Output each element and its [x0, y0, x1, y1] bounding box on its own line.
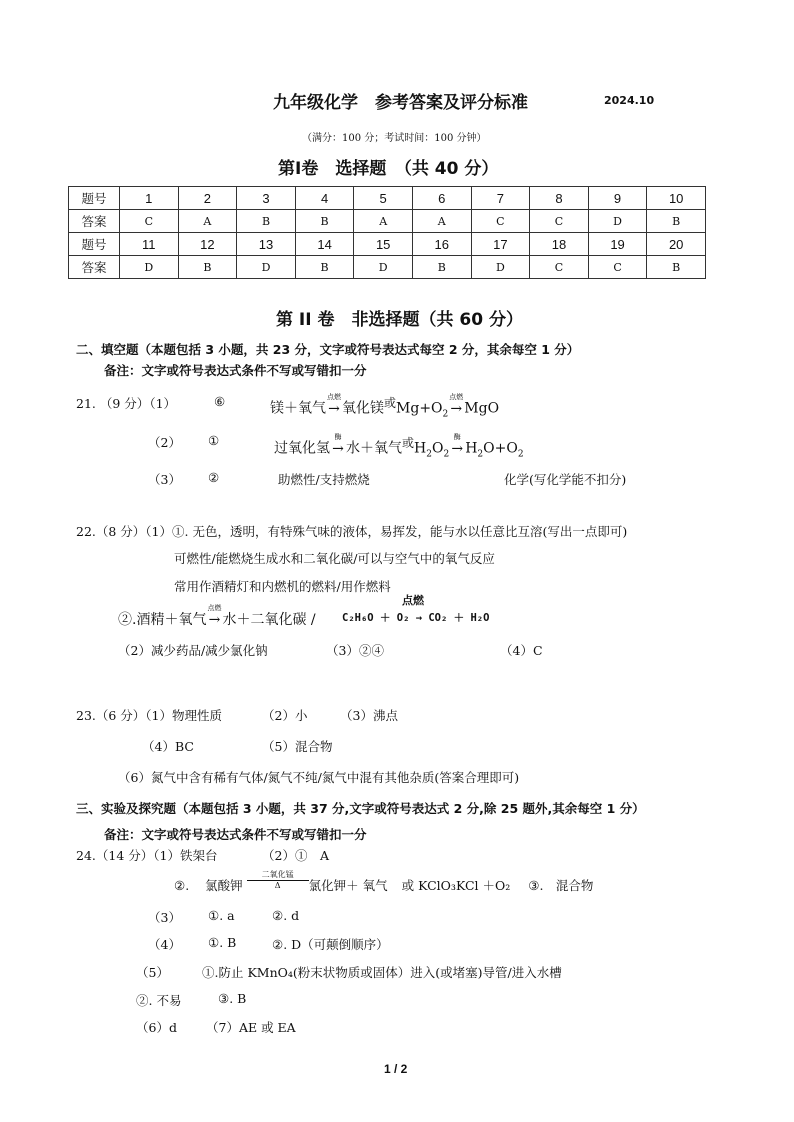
q22-formula-equation: C₂H₆O ＋ O₂ → CO₂ ＋ H₂O — [342, 612, 490, 624]
q21-part3-text: 助燃性/支持燃烧 — [278, 472, 370, 487]
q24-line6-b: ③. B — [218, 991, 247, 1006]
q23-line2-a: （4）BC — [142, 739, 194, 754]
row-header: 题号 — [69, 187, 120, 210]
q22-line3: 常用作酒精灯和内燃机的燃料/用作燃料 — [174, 579, 391, 594]
eq-subscript: 2 — [426, 449, 432, 460]
question-number: 10 — [647, 187, 706, 210]
question-number: 20 — [647, 233, 706, 256]
answer-cell: B — [412, 256, 471, 279]
eq-formula: O+O — [483, 440, 518, 457]
part1-heading: 第Ⅰ卷 选择题 （共 40 分） — [278, 159, 499, 179]
question-number: 8 — [530, 187, 589, 210]
eq-reactants: 酒精＋氧气 — [136, 612, 207, 628]
answer-cell: C — [588, 256, 647, 279]
question-number: 1 — [120, 187, 179, 210]
q24-line6-a: ②. 不易 — [136, 993, 182, 1008]
question-number: 2 — [178, 187, 237, 210]
reaction-condition: 点燃 — [449, 392, 464, 401]
q21-part2-answer: ① — [208, 433, 220, 448]
q24-line5-b: ①.防止 KMnO₄(粉末状物质或固体）进入(或堵塞)导管/进入水槽 — [202, 965, 562, 980]
eq-reactants: 氯酸钾 — [205, 878, 243, 893]
question-number: 13 — [237, 233, 296, 256]
q21-part1: （1） — [149, 396, 177, 411]
page-number: 1 / 2 — [384, 1062, 408, 1076]
eq-label: ②. — [118, 612, 137, 628]
q22-formula-condition: 点燃 — [402, 594, 424, 607]
reaction-condition: 酶 — [453, 432, 461, 441]
row-header: 题号 — [69, 233, 120, 256]
answer-cell: B — [178, 256, 237, 279]
table-row — [69, 210, 706, 233]
q22-line5-a: （2）减少药品/减少氯化钠 — [118, 643, 268, 658]
answer-cell: A — [178, 210, 237, 233]
table-row — [69, 233, 706, 256]
answer-cell: B — [295, 210, 354, 233]
eq-or: 或 — [402, 436, 415, 450]
exam-date: 2024.10 — [604, 94, 655, 107]
eq-subscript: 2 — [517, 449, 524, 460]
page-title: 九年级化学 参考答案及评分标准 — [273, 93, 528, 113]
answer-table — [68, 186, 706, 279]
reaction-arrow: 点燃 → — [207, 604, 222, 628]
q22-line5-b: （3）②④ — [326, 643, 384, 658]
reaction-arrow: 酶 → — [330, 441, 346, 457]
answer-cell: C — [530, 256, 589, 279]
reaction-heat: Δ — [274, 881, 281, 890]
q21-part2: （2） — [148, 435, 181, 450]
q21-label — [76, 394, 176, 412]
question-number: 19 — [588, 233, 647, 256]
eq-or: 或 — [384, 396, 397, 410]
section2-note: 备注：文字或符号表达式条件不写或写错扣一分 — [104, 363, 367, 378]
question-number: 16 — [412, 233, 471, 256]
q24-line4-a: （4） — [148, 937, 181, 952]
eq-formula: H — [414, 440, 427, 457]
reaction-arrow: 点燃 → — [449, 392, 464, 417]
q21-part1-equation — [270, 394, 499, 419]
question-number: 3 — [237, 187, 296, 210]
reaction-condition: 点燃 — [327, 392, 341, 401]
q24-answer-3: ③. 混合物 — [528, 878, 594, 893]
q22-line2: 可燃性/能燃烧生成水和二氧化碳/可以与空气中的氧气反应 — [174, 551, 495, 566]
q24-line3-b: ①. a — [208, 908, 235, 923]
q21-number: 21. — [76, 396, 96, 411]
eq-products: 氯化钾＋ 氧气 — [308, 878, 388, 893]
question-number: 12 — [178, 233, 237, 256]
section3-note: 备注：文字或符号表达式条件不写或写错扣一分 — [104, 827, 367, 842]
eq-formula-products: MgO — [464, 400, 500, 417]
q24-line7-a: （6）d — [136, 1020, 177, 1035]
q21-part2-equation — [274, 434, 524, 459]
q24-line3-c: ②. d — [272, 908, 300, 923]
eq-products: 水＋二氧化碳 / — [222, 612, 316, 628]
eq-subscript: 2 — [477, 449, 484, 460]
q21-score: （9 分） — [99, 396, 150, 411]
answer-cell: D — [471, 256, 530, 279]
reaction-arrow: 酶 → — [449, 441, 465, 457]
answer-cell: C — [471, 210, 530, 233]
section2-title: 二、填空题（本题包括 3 小题，共 23 分，文字或符号表达式每空 2 分，其余每空 1 分） — [76, 342, 580, 357]
row-header: 答案 — [69, 256, 120, 279]
question-number: 6 — [412, 187, 471, 210]
q24-line4-b: ①. B — [208, 935, 237, 950]
reaction-condition: 点燃 — [207, 604, 222, 612]
eq-formula: 或 KClO₃KCl ＋O₂ — [401, 878, 511, 893]
q22-equation — [118, 604, 316, 629]
reaction-catalyst: 二氧化锰 — [261, 870, 294, 879]
eq-formula: H — [465, 440, 478, 457]
q24-equation — [174, 870, 594, 894]
answer-cell: B — [295, 256, 354, 279]
question-number: 17 — [471, 233, 530, 256]
q23-line1-c: （3）沸点 — [340, 708, 398, 723]
answer-cell: D — [120, 256, 179, 279]
eq-formula: O — [431, 440, 444, 457]
reaction-arrow — [247, 869, 309, 890]
q24-line1-a: 24.（14 分）（1）铁架台 — [76, 848, 218, 863]
q22-line1: 22.（8 分）（1）①. 无色，透明，有特殊气味的液体，易挥发，能与水以任意比互溶(写出一点即可) — [76, 524, 628, 539]
q23-line3: （6）氮气中含有稀有气体/氮气不纯/氮气中混有其他杂质(答案合理即可) — [118, 770, 520, 785]
answer-cell: A — [412, 210, 471, 233]
eq-reactants: 过氧化氢 — [274, 440, 330, 457]
part2-heading: 第 II 卷 非选择题（共 60 分） — [276, 310, 523, 330]
answer-cell: C — [120, 210, 179, 233]
question-number: 18 — [530, 233, 589, 256]
eq-reactants: 镁＋氧气 — [270, 400, 326, 417]
reaction-condition: 酶 — [334, 432, 342, 441]
q24-line4-c: ②. D（可颠倒顺序） — [272, 937, 389, 952]
q24-line3-a: （3） — [148, 910, 181, 925]
reaction-arrow: 点燃 → — [327, 392, 341, 417]
answer-cell: C — [530, 210, 589, 233]
eq-products: 氧化镁 — [342, 400, 384, 417]
q24-line1-b: （2）① A — [262, 848, 329, 863]
eq-subscript: 2 — [442, 409, 449, 420]
q21-part3-answer: ② — [208, 470, 220, 485]
answer-cell: B — [237, 210, 296, 233]
question-number: 11 — [120, 233, 179, 256]
table-row — [69, 256, 706, 279]
answer-cell: B — [647, 210, 706, 233]
q23-line2-b: （5）混合物 — [262, 739, 333, 754]
answer-cell: B — [647, 256, 706, 279]
eq-products: 水＋氧气 — [346, 440, 402, 457]
q24-line5-a: （5） — [136, 965, 169, 980]
q21-part3-text2: 化学(写化学能不扣分) — [504, 472, 627, 487]
question-number: 5 — [354, 187, 413, 210]
eq-formula-reactants: Mg+O — [396, 400, 443, 417]
eq-subscript: 2 — [443, 449, 450, 460]
question-number: 9 — [588, 187, 647, 210]
question-number: 4 — [295, 187, 354, 210]
answer-cell: D — [237, 256, 296, 279]
row-header: 答案 — [69, 210, 120, 233]
answer-cell: D — [354, 256, 413, 279]
q21-part1-answer: ⑥ — [214, 394, 226, 409]
q24-line7-b: （7）AE 或 EA — [206, 1020, 296, 1035]
eq-label: ②. — [174, 878, 190, 893]
question-number: 7 — [471, 187, 530, 210]
q23-line1-b: （2）小 — [262, 708, 308, 723]
answer-cell: A — [354, 210, 413, 233]
exam-subtitle: （满分：100 分；考试时间：100 分钟） — [302, 133, 487, 144]
q22-line5-c: （4）C — [500, 643, 543, 658]
q21-part3: （3） — [148, 472, 181, 487]
table-row — [69, 187, 706, 210]
question-number: 15 — [354, 233, 413, 256]
q23-line1-a: 23.（6 分）（1）物理性质 — [76, 708, 223, 723]
section3-title: 三、实验及探究题（本题包括 3 小题，共 37 分,文字或符号表达式 2 分,除 25 题外,其余每空 1 分） — [76, 801, 645, 816]
answer-cell: D — [588, 210, 647, 233]
question-number: 14 — [295, 233, 354, 256]
